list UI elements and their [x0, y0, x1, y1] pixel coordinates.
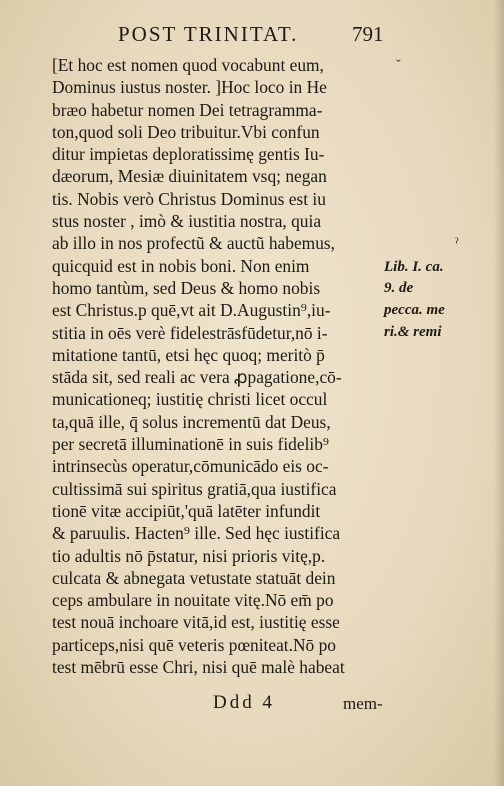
- text-line: homo tantùm, sed Deus & homo nobis: [52, 277, 321, 298]
- text-line: & paruulis. Hacten⁹ ille. Sed hęc iustifica: [52, 523, 341, 544]
- text-line: per secretā illuminationē in suis fidelib⁹: [52, 434, 329, 455]
- text-line: culcata & abnegata vetustate statuāt dein: [52, 567, 336, 588]
- marginal-note: pecca. me: [384, 302, 445, 318]
- text-line: test mēbrū esse Chri, nisi quē malè habeat: [52, 657, 345, 678]
- text-line: intrinsecùs operatur,cōmunicādo eis oc-: [52, 456, 329, 477]
- text-line: ab illo in nos profectũ & auctũ habemus,: [52, 233, 336, 254]
- body-text: [52, 54, 394, 678]
- text-line: [Et hoc est nomen quod vocabunt eum,: [52, 55, 324, 75]
- text-line: tis. Nobis verò Christus Dominus est iu: [52, 188, 326, 209]
- text-line: quicquid est in nobis boni. Non enim: [52, 255, 310, 276]
- margin-mark: ˇ: [396, 58, 401, 73]
- text-line: est Christus.p quē,vt ait D.Augustin⁹,iu-: [52, 300, 331, 321]
- text-line: stus noster , imò & iustitia nostra, quia: [52, 211, 322, 232]
- text-line: stitia in oēs verè fidelestrāsfūdetur,nō i-: [52, 322, 328, 343]
- marginal-note: ri.& remi: [384, 324, 442, 340]
- catchword: mem-: [343, 694, 383, 713]
- text-line: cultissimā sui spiritus gratiā,qua iustifica: [52, 478, 337, 499]
- text-line: bræo habetur nomen Dei tetragramma-: [52, 99, 323, 120]
- text-line: test nouā inchoare vitā,id est, iustitię esse: [52, 612, 340, 633]
- text-line: mitatione tantū, etsi hęc quoq; meritò p̄: [52, 344, 325, 365]
- page-number: 791: [352, 22, 384, 46]
- margin-mark: ˀ: [455, 236, 459, 251]
- signature-mark: Ddd 4: [213, 692, 275, 713]
- text-line: municationeq; iustitię christi licet occul: [52, 389, 328, 410]
- text-line: tio adultis nō p̄statur, nisi prioris vitę,p.: [52, 545, 326, 566]
- text-line: tionē vitæ accipiūt,'quā latēter infundit: [52, 500, 321, 521]
- text-line: particeps,nisi quē veteris pœniteat.Nō po: [52, 634, 336, 655]
- running-head: POST TRINITAT.: [118, 22, 299, 46]
- text-line: ta,quā ille, q̄ solus incrementū dat Deus,: [52, 411, 331, 432]
- text-line: Dominus iustus noster. ]Hoc loco in He: [52, 77, 327, 98]
- text-line: ceps ambulare in nouitate vitę.Nō em̄ po: [52, 590, 334, 611]
- text-line: dæorum, Mesiæ diuinitatem vsq; negan: [52, 166, 327, 187]
- marginal-note: 9. de: [384, 280, 414, 296]
- text-line: ton,quod soli Deo tribuitur.Vbi confun: [52, 121, 320, 142]
- page-edge-shadow: [494, 0, 504, 786]
- text-line: stāda sit, sed reali ac vera ꝓpagatione,cō-: [52, 367, 342, 388]
- text-line: ditur impietas deploratissimę gentis Iu-: [52, 144, 325, 165]
- marginal-note: Lib. I. ca.: [384, 259, 444, 275]
